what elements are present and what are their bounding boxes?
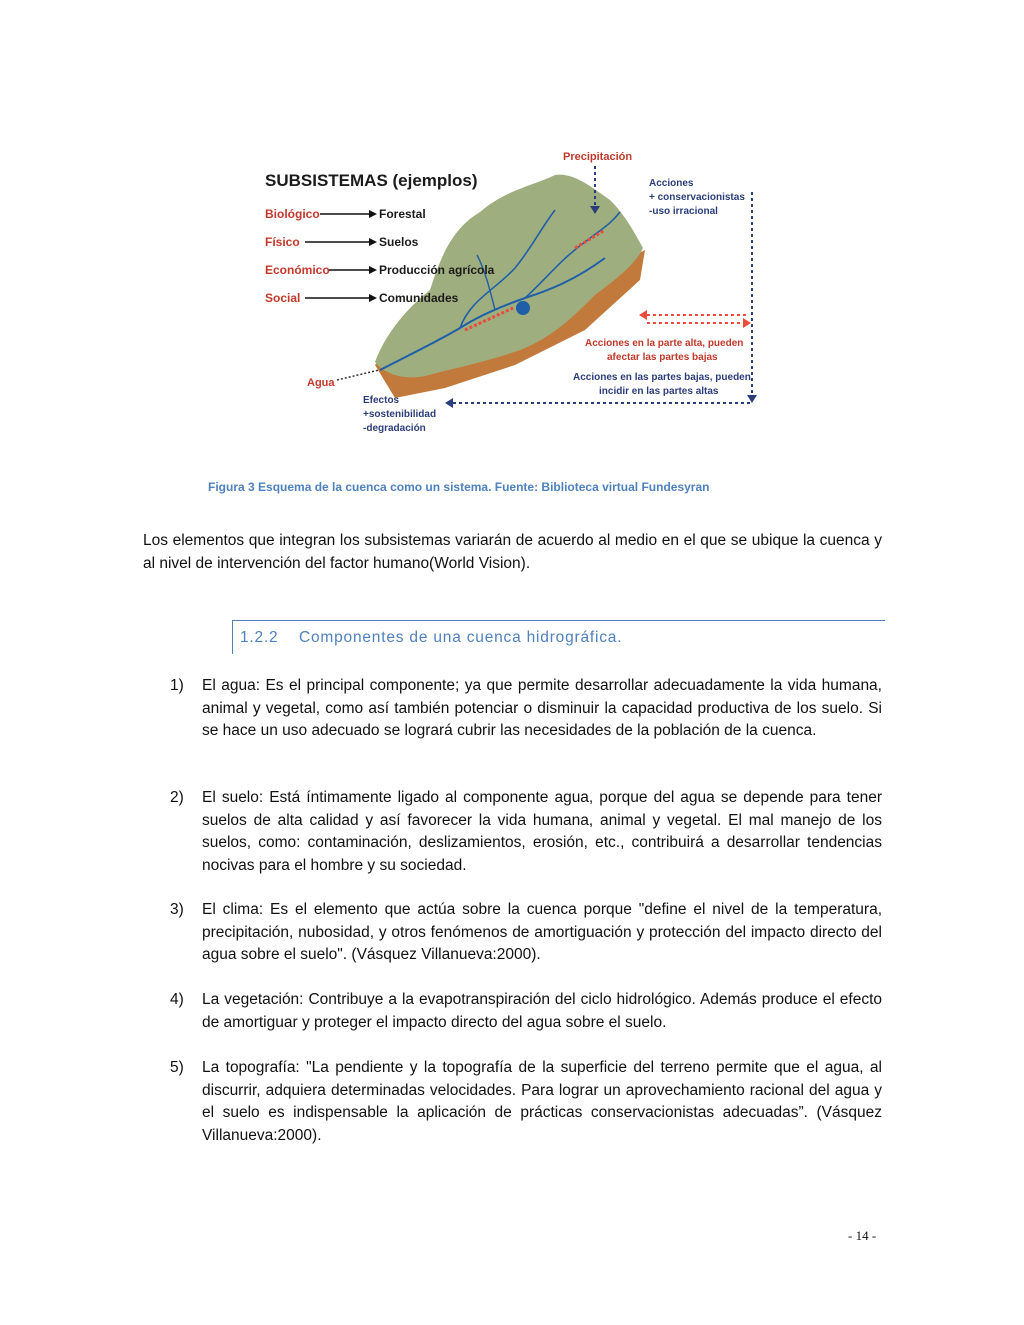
svg-text:Físico: Físico	[265, 235, 300, 249]
agua-label: Agua	[307, 377, 335, 389]
efectos-1: Efectos	[363, 395, 400, 406]
watershed-diagram	[255, 130, 775, 450]
svg-text:Forestal: Forestal	[379, 207, 426, 221]
svg-text:Social: Social	[265, 291, 301, 305]
acciones-label-3: -uso irracional	[649, 206, 718, 217]
svg-text:Económico: Económico	[265, 263, 330, 277]
acciones-label-1: Acciones	[649, 178, 694, 189]
svg-text:Producción agrícola: Producción agrícola	[379, 263, 495, 277]
subsystems-heading: SUBSISTEMAS (ejemplos)	[265, 171, 478, 190]
efectos-2: +sostenibilidad	[363, 409, 437, 420]
subsystem-row	[265, 235, 419, 249]
subsystem-row	[265, 207, 426, 221]
acc-baja-2: incidir en las partes altas	[599, 386, 719, 397]
section-heading	[232, 620, 885, 654]
svg-text:Biológico: Biológico	[265, 207, 320, 221]
figure-caption: Figura 3 Esquema de la cuenca como un sistema. Fuente: Biblioteca virtual Fundesyran	[208, 480, 710, 494]
precip-label: Precipitación	[563, 151, 633, 163]
subsystem-row	[265, 291, 459, 305]
acciones-label-2: + conservacionistas	[649, 192, 745, 203]
efectos-3: -degradación	[363, 423, 426, 434]
acc-alta-1: Acciones en la parte alta, pueden	[585, 338, 744, 349]
acc-alta-2: afectar las partes bajas	[607, 352, 718, 363]
svg-text:Suelos: Suelos	[379, 235, 419, 249]
acc-baja-1: Acciones en las partes bajas, pueden	[573, 372, 751, 383]
section-number: 1.2.2	[240, 629, 279, 646]
outlet-marker	[516, 301, 530, 315]
page-number: - 14 -	[848, 1228, 877, 1243]
section-title: Componentes de una cuenca hidrográfica.	[299, 629, 623, 646]
intro-paragraph: Los elementos que integran los subsistemas variarán de acuerdo al medio en el que se ubique la cuenca y al nivel de intervención del factor humano(World Vision).	[143, 532, 882, 572]
subsystem-row	[265, 263, 495, 277]
svg-text:Comunidades: Comunidades	[379, 291, 459, 305]
